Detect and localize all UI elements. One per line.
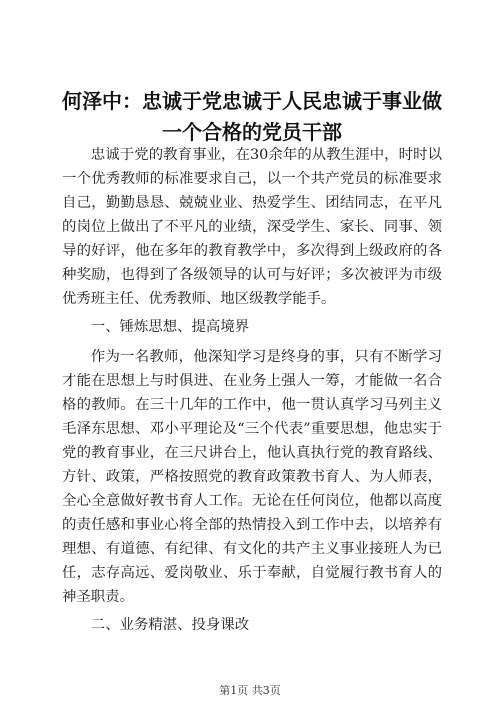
section-heading-2: 二、业务精湛、投身课改 xyxy=(90,617,250,633)
paragraph-section-1: 作为一名教师，他深知学习是终身的事，只有不断学习才能在思想上与时俱进、在业务上强人一筹，才能做一名合格的教师。在三十几年的工作中，他一贯认真学习马列主义毛泽东思想、邓小平理论及“三个代表”重要思想，他忠实于党的教育事业，在三尺讲台上，他认真执行党的教育路线、方针、政策，严格按照党的教育政策教书育人、为人师表，全心全意做好教书育人工作。无论在任何岗位，他都以高度的责任感和事业心将全部的热情投入到工作中去，以培养有理想、有道德、有纪律、有文化的共产主义事业接班人为已任，志存高远、爱岗敬业、乐于奉献，自觉履行教书育人的神圣职责。 xyxy=(62,349,442,605)
document-body xyxy=(62,143,442,643)
page-footer: 第1页 共3页 xyxy=(219,684,281,697)
document-title: 何泽中：忠诚于党忠诚于人民忠诚于事业做一个合格的党员干部 xyxy=(62,89,442,144)
paragraph-intro: 忠诚于党的教育事业，在30余年的从教生涯中，时时以一个优秀教师的标准要求自己，以一个共产党员的标准要求自己，勤勤恳恳、兢兢业业、热爱学生、团结同志，在平凡的岗位上做出了不平凡的业绩，深受学生、家长、同事、领导的好评，他在多年的教育教学中，多次得到上级政府的各种奖励，也得到了各级领导的认可与好评；多次被评为市级优秀班主任、优秀教师、地区级教学能手。 xyxy=(62,147,442,307)
section-heading-1: 一、锤炼思想、提高境界 xyxy=(90,319,250,335)
